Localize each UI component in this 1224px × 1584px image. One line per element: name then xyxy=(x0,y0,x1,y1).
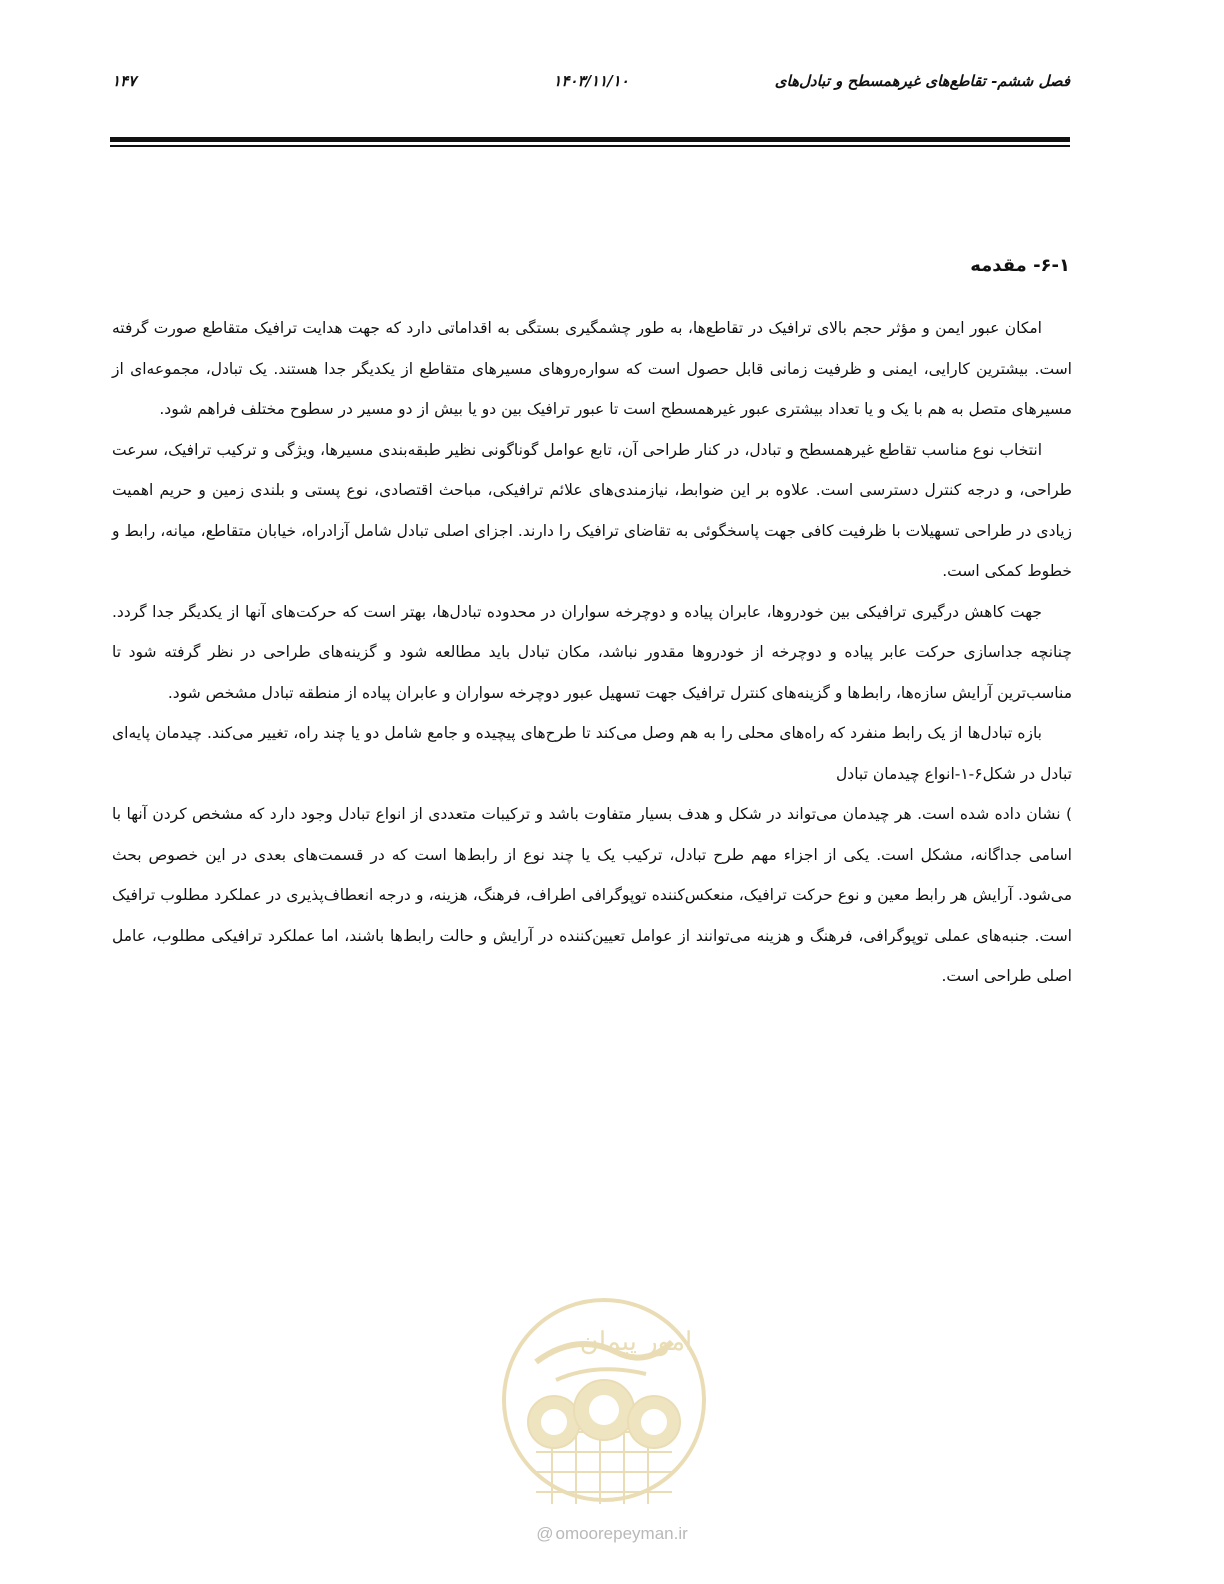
omoorepeyman-logo-watermark xyxy=(496,1292,712,1514)
body-text xyxy=(112,308,1072,997)
header-rule-thin xyxy=(110,145,1070,147)
logo-lettering: امور پیمان xyxy=(579,1327,693,1357)
paragraph-1: امکان عبور ایمن و مؤثر حجم بالای ترافیک در تقاطع‌ها، به طور چشمگیری بستگی به اقداماتی دارد که جهت هدایت ترافیک متقاطع صورت گرفته است. بیشترین کارایی، ایمنی و ظرفیت زمانی قابل حصول است که سواره‌روهای مسیرهای متقاطع از یکدیگر جدا هستند. یک تبادل، مجموعه‌ای از مسیرهای متصل به هم با یک و یا تعداد بیشتری عبور غیرهمسطح است تا عبور ترافیک بین دو یا بیش از دو مسیر در سطوح مختلف فراهم شود. xyxy=(112,319,1072,418)
paragraph-5: ) نشان داده شده است. هر چیدمان می‌تواند در شکل و هدف بسیار متفاوت باشد و ترکیبات متعددی از انواع تبادل وجود دارد که مشخص کردن آنها با اسامی جداگانه، مشکل است. یکی از اجزاء مهم طرح تبادل، ترکیب یک یا چند نوع از رابط‌ها است که در قسمت‌های بعدی در این خصوص بحث می‌شود. آرایش هر رابط معین و نوع حرکت ترافیک، منعکس‌کننده توپوگرافی اطراف، فرهنگ، هزینه، و درجه انعطاف‌پذیری در عملکرد مطلوب ترافیک است. جنبه‌های عملی توپوگرافی، فرهنگ و هزینه می‌توانند از عوامل تعیین‌کننده در آرایش و حالت رابط‌ها باشند، اما عملکرد ترافیکی مطلوب، عامل اصلی طراحی است. xyxy=(112,805,1072,985)
header-date: ۱۴۰۳/۱۱/۱۰ xyxy=(553,72,629,90)
site-url: omoorepeyman.ir xyxy=(555,1524,688,1543)
section-title: ۶-۱- مقدمه xyxy=(970,255,1070,276)
page-number: ۱۴۷ xyxy=(112,72,137,90)
at-icon: @ xyxy=(536,1524,554,1543)
chapter-title: فصل ششم- تقاطع‌های غیرهمسطح و تبادل‌های xyxy=(774,72,1070,90)
header-rule-thick xyxy=(110,137,1070,142)
watermark-site xyxy=(0,1524,1224,1544)
paragraph-4: بازه تبادل‌ها از یک رابط منفرد که راه‌های محلی را به هم وصل می‌کند تا طرح‌های پیچیده و جامع شامل دو یا چند راه، تغییر می‌کند. چیدمان پایه‌ای تبادل در شکل۶-۱-انواع چیدمان تبادل xyxy=(112,724,1072,783)
paragraph-3: جهت کاهش درگیری ترافیکی بین خودروها، عابران پیاده و دوچرخه سواران در محدوده تبادل‌ها، بهتر است که حرکت‌های آنها از یکدیگر جدا گردد. چنانچه جداسازی حرکت عابر پیاده و دوچرخه از خودروها مقدور نباشد، مکان تبادل باید مطالعه شود و گزینه‌های طراحی در نظر گرفته شود تا مناسب‌ترین آرایش سازه‌ها، رابط‌ها و گزینه‌های کنترل ترافیک جهت تسهیل عبور دوچرخه سواران و عابران پیاده از منطقه تبادل مشخص شود. xyxy=(112,602,1072,702)
paragraph-2: انتخاب نوع مناسب تقاطع غیرهمسطح و تبادل، در کنار طراحی آن، تابع عوامل گوناگونی نظیر طبقه‌بندی مسیرها، ویژگی و ترکیب ترافیک، سرعت طراحی، و درجه کنترل دسترسی است. علاوه بر این ضوابط، نیازمندی‌های علائم ترافیکی، مباحث اقتصادی، نوع پستی و بلندی زمین و حریم اهمیت زیادی در طراحی تسهیلات با ظرفیت کافی جهت پاسخگوئی به تقاضای ترافیک را دارند. اجزای اصلی تبادل شامل آزادراه، خیابان متقاطع، میانه، رابط و خطوط کمکی است. xyxy=(112,440,1072,580)
page-header xyxy=(112,72,1070,102)
